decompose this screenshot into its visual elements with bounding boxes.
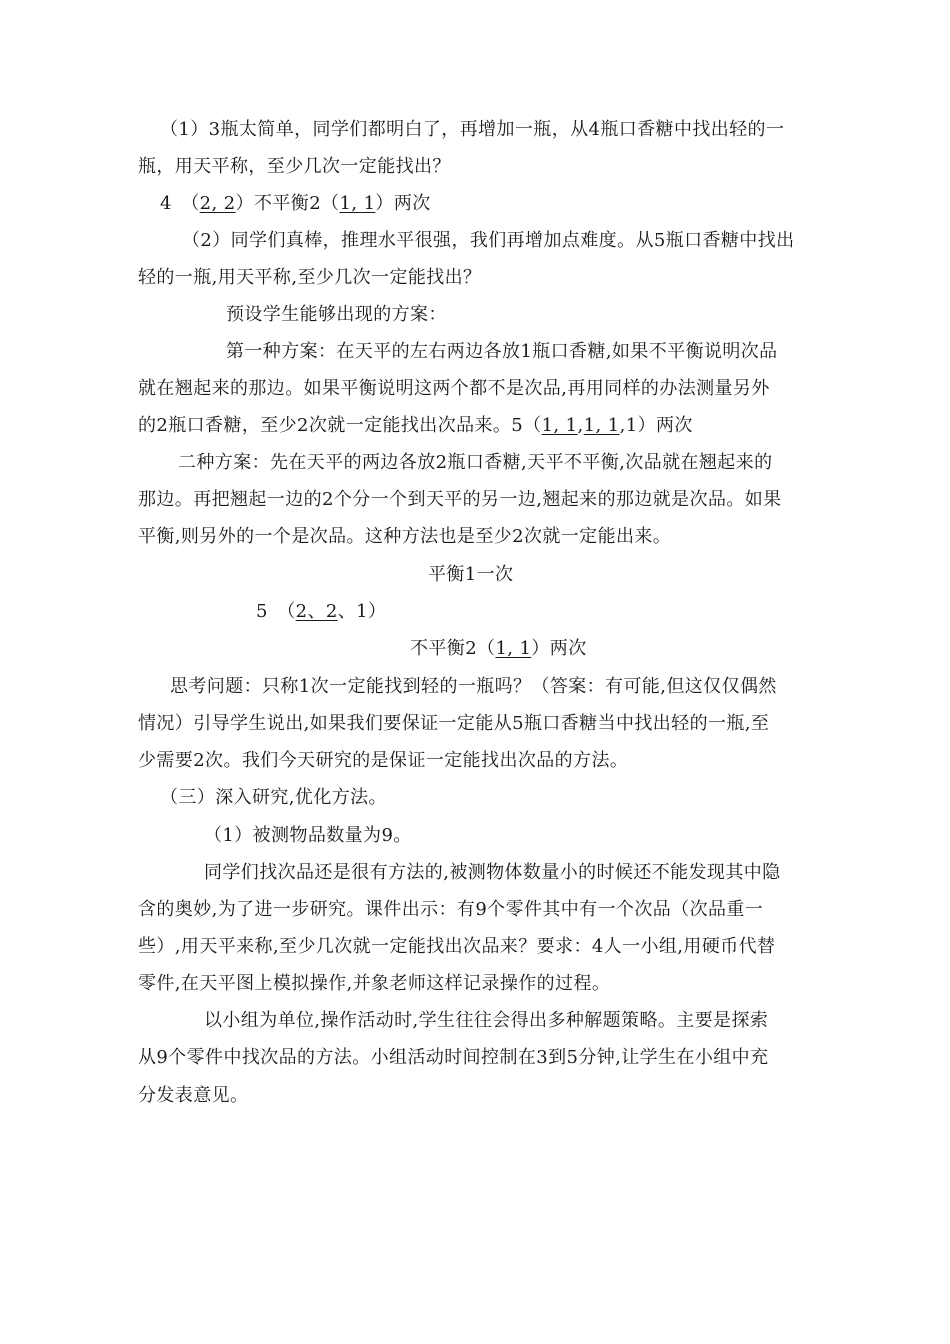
para-1-line-1: （1）3瓶太简单，同学们都明白了，再增加一瓶，从4瓶口香糖中找出轻的一 bbox=[160, 119, 785, 140]
scheme-4-group-a: 2, 2 bbox=[199, 193, 236, 214]
tree-unbalanced-suffix: ）两次 bbox=[531, 638, 587, 659]
scheme-4-suffix: ）两次 bbox=[375, 193, 431, 214]
plan-2-line-3: 平衡,则另外的一个是次品。这种方法也是至少2次就一定能出来。 bbox=[138, 526, 672, 547]
tree-unbalanced-branch bbox=[410, 637, 587, 661]
para-3-line-1: 同学们找次品还是很有方法的,被测物体数量小的时候还不能发现其中隐 bbox=[204, 862, 781, 883]
para-2-line-2: 轻的一瓶,用天平称,至少几次一定能找出？ bbox=[138, 267, 482, 288]
tree-balanced-branch: 平衡1一次 bbox=[428, 564, 514, 585]
para-2-line-1: （2）同学们真棒，推理水平很强，我们再增加点难度。从5瓶口香糖中找出 bbox=[182, 230, 795, 251]
plan-1-suffix: ,1）两次 bbox=[619, 415, 693, 436]
tree-root-groups: 2、2 bbox=[295, 601, 338, 622]
think-line-3: 少需要2次。我们今天研究的是保证一定能找出次品的方法。 bbox=[138, 750, 629, 771]
item-1-heading: （1）被测物品数量为9。 bbox=[204, 825, 412, 846]
preset-heading: 预设学生能够出现的方案： bbox=[226, 304, 447, 325]
para-3-line-4: 零件,在天平图上模拟操作,并象老师这样记录操作的过程。 bbox=[138, 973, 611, 994]
plan-2-line-1: 二种方案：先在天平的两边各放2瓶口香糖,天平不平衡,次品就在翘起来的 bbox=[178, 452, 773, 473]
scheme-4-prefix: 4 （ bbox=[160, 193, 200, 214]
para-1-line-2: 瓶，用天平称，至少几次一定能找出？ bbox=[138, 156, 451, 177]
para-4-line-2: 从9个零件中找次品的方法。小组活动时间控制在3到5分钟,让学生在小组中充 bbox=[138, 1047, 769, 1068]
plan-1-line-2: 就在翘起来的那边。如果平衡说明这两个都不是次品,再用同样的办法测量另外 bbox=[138, 378, 770, 399]
tree-unbalanced-prefix: 不平衡2（ bbox=[410, 638, 496, 659]
tree-root-suffix: 、1） bbox=[337, 601, 387, 622]
scheme-4-middle: ）不平衡2（ bbox=[235, 193, 340, 214]
scheme-4-line bbox=[160, 192, 431, 216]
tree-root bbox=[256, 600, 386, 624]
para-3-line-3: 些）,用天平来称,至少几次就一定能找出次品来？要求：4人一小组,用硬币代替 bbox=[138, 936, 776, 957]
think-line-2: 情况）引导学生说出,如果我们要保证一定能从5瓶口香糖当中找出轻的一瓶,至 bbox=[138, 713, 770, 734]
plan-1-separator: , bbox=[577, 415, 584, 436]
section-3-heading: （三）深入研究,优化方法。 bbox=[160, 787, 387, 808]
tree-unbalanced-groups: 1, 1 bbox=[495, 638, 532, 659]
plan-1-group-b: 1, 1 bbox=[583, 415, 620, 436]
plan-1-line-3 bbox=[138, 414, 693, 438]
plan-2-line-2: 那边。再把翘起一边的2个分一个到天平的另一边,翘起来的那边就是次品。如果 bbox=[138, 489, 782, 510]
plan-1-group-a: 1, 1 bbox=[541, 415, 578, 436]
think-line-1: 思考问题：只称1次一定能找到轻的一瓶吗？（答案：有可能,但这仅仅偶然 bbox=[170, 676, 777, 697]
plan-1-line-1: 第一种方案：在天平的左右两边各放1瓶口香糖,如果不平衡说明次品 bbox=[226, 341, 778, 362]
plan-1-line-3-text: 的2瓶口香糖，至少2次就一定能找出次品来。5（ bbox=[138, 415, 542, 436]
tree-root-prefix: 5 （ bbox=[256, 601, 296, 622]
para-4-line-3: 分发表意见。 bbox=[138, 1085, 249, 1106]
para-4-line-1: 以小组为单位,操作活动时,学生往往会得出多种解题策略。主要是探索 bbox=[204, 1010, 769, 1031]
para-3-line-2: 含的奥妙,为了进一步研究。课件出示：有9个零件其中有一个次品（次品重一 bbox=[138, 899, 764, 920]
scheme-4-group-b: 1, 1 bbox=[339, 193, 376, 214]
